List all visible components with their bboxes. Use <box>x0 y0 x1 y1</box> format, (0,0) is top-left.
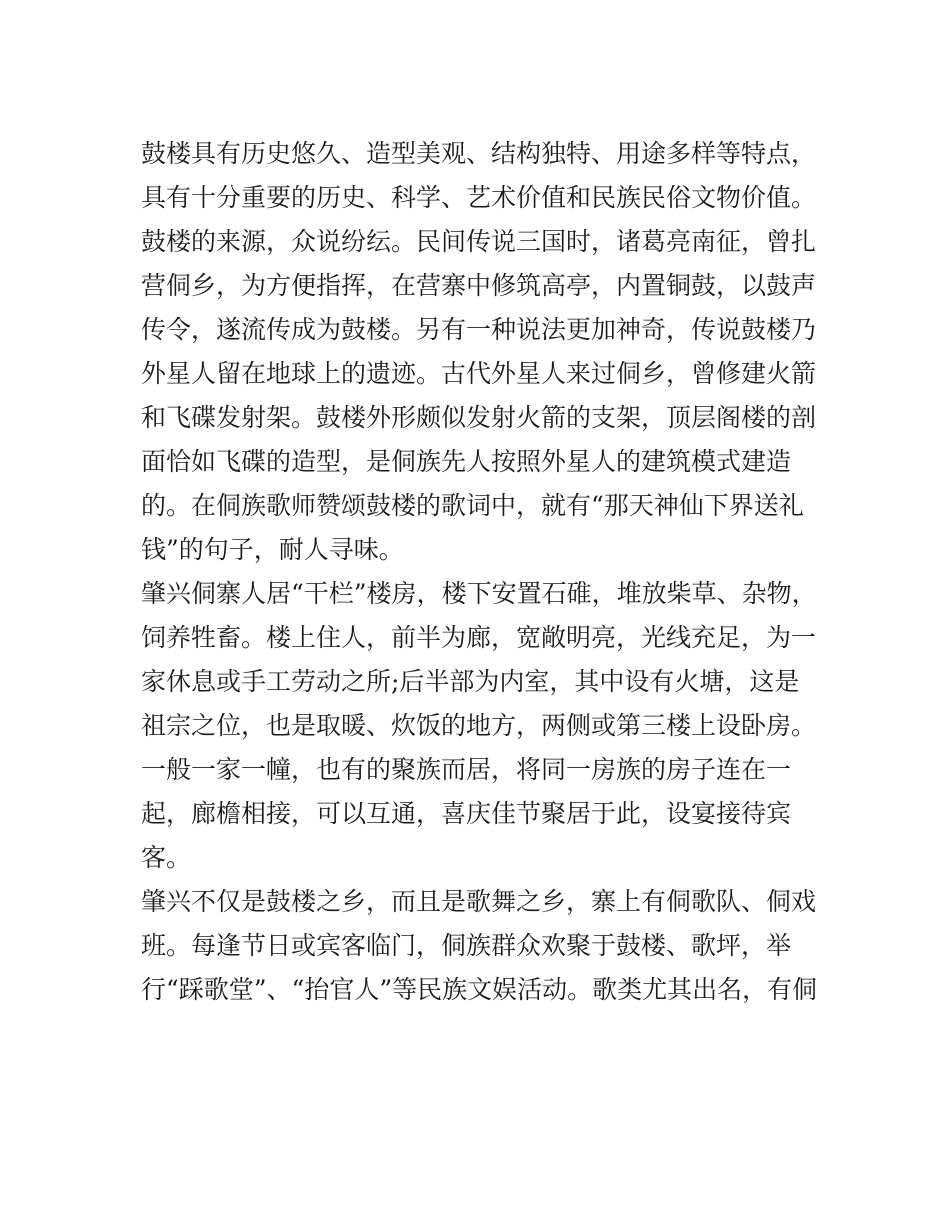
text-line: 营侗乡，为方便指挥，在营寨中修筑高亭，内置铜鼓，以鼓声 <box>141 271 817 300</box>
text-line: 客。 <box>141 843 192 872</box>
text-line: 肇兴侗寨人居“干栏”楼房，楼下安置石碓，堆放柴草、杂物， <box>141 579 817 608</box>
text-line: 外星人留在地球上的遗迹。古代外星人来过侗乡，曾修建火箭 <box>141 359 817 388</box>
text-line: 和飞碟发射架。鼓楼外形颇似发射火箭的支架，顶层阁楼的剖 <box>141 403 817 432</box>
text-line: 的。在侗族歌师赞颂鼓楼的歌词中，就有“那天神仙下界送礼 <box>141 491 804 520</box>
text-line: 钱”的句子，耐人寻味。 <box>141 535 404 564</box>
text-line: 一般一家一幢，也有的聚族而居，将同一房族的房子连在一 <box>141 755 792 784</box>
text-line: 家休息或手工劳动之所;后半部为内室，其中设有火塘，这是 <box>141 667 800 696</box>
text-line: 行“踩歌堂”、“抬官人”等民族文娱活动。歌类尤其出名，有侗 <box>141 975 818 1004</box>
paragraph <box>141 572 821 880</box>
text-line: 肇兴不仅是鼓楼之乡，而且是歌舞之乡，寨上有侗歌队、侗戏 <box>141 887 817 916</box>
text-line: 鼓楼具有历史悠久、造型美观、结构独特、用途多样等特点， <box>141 139 817 168</box>
text-line: 传令，遂流传成为鼓楼。另有一种说法更加神奇，传说鼓楼乃 <box>141 315 817 344</box>
text-line: 面恰如飞碟的造型，是侗族先人按照外星人的建筑模式建造 <box>141 447 792 476</box>
text-line: 班。每逢节日或宾客临门，侗族群众欢聚于鼓楼、歌坪，举 <box>141 931 792 960</box>
text-line: 具有十分重要的历史、科学、艺术价值和民族民俗文物价值。 <box>141 183 817 212</box>
text-line: 祖宗之位，也是取暖、炊饭的地方，两侧或第三楼上设卧房。 <box>141 711 817 740</box>
text-line: 饲养牲畜。楼上住人，前半为廊，宽敞明亮，光线充足，为一 <box>141 623 817 652</box>
text-line: 起，廊檐相接，可以互通，喜庆佳节聚居于此，设宴接待宾 <box>141 799 792 828</box>
paragraph <box>141 220 821 572</box>
body-text <box>141 132 821 1012</box>
paragraph <box>141 132 821 220</box>
text-line: 鼓楼的来源，众说纷纭。民间传说三国时，诸葛亮南征，曾扎 <box>141 227 817 256</box>
paragraph <box>141 880 821 1012</box>
